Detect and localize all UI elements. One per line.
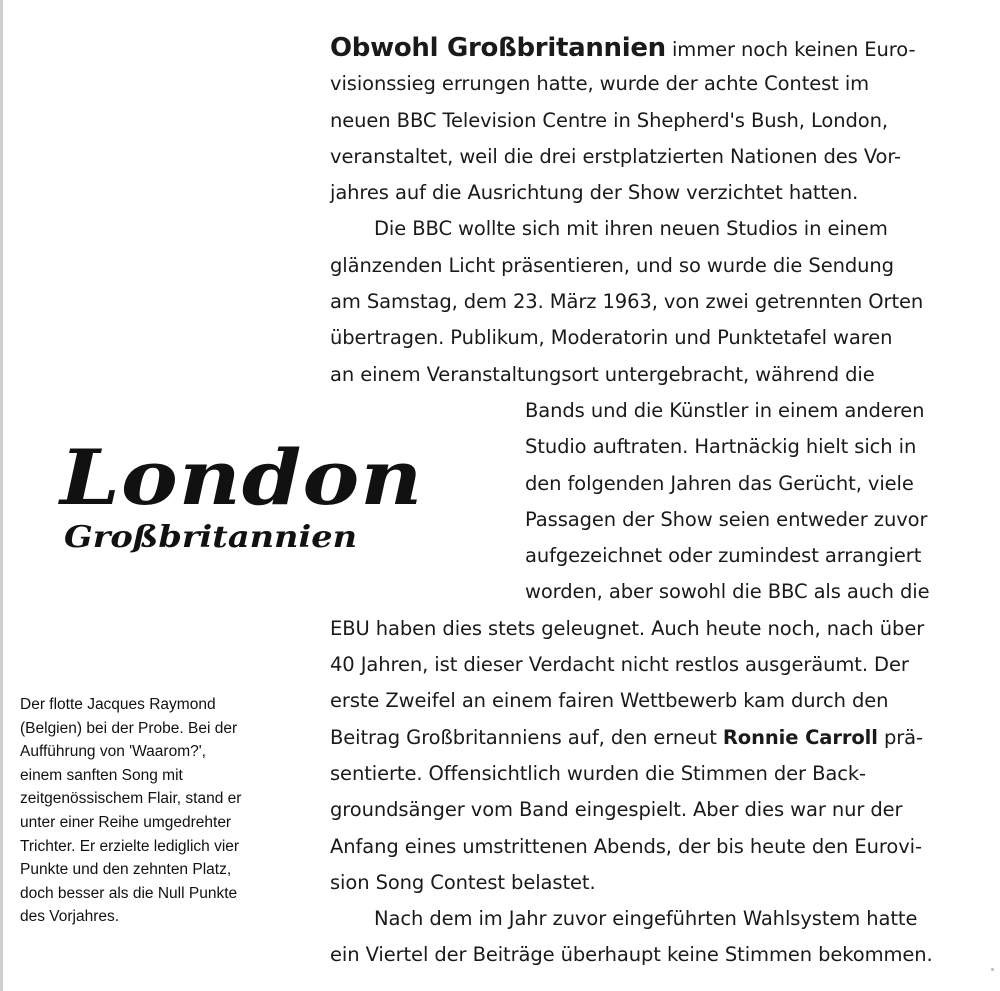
text-line: aufgezeichnet oder zumindest arrangiert — [525, 544, 922, 568]
caption-line: einem sanften Song mit — [20, 766, 183, 784]
paragraph-1 — [330, 30, 970, 211]
text-line: Bands und die Künstler in einem anderen — [525, 398, 925, 422]
text-line: Die BBC wollte sich mit ihren neuen Studios in einem — [374, 217, 888, 241]
caption-line: Trichter. Er erzielte lediglich vier — [20, 837, 240, 855]
caption-line: (Belgien) bei der Probe. Bei der — [20, 719, 238, 737]
caption-line: zeitgenössischem Flair, stand er — [20, 790, 242, 808]
scan-speck — [991, 968, 994, 971]
caption-line: des Vorjahres. — [20, 908, 120, 926]
page-title: London — [60, 433, 424, 522]
text-line: worden, aber sowohl die BBC als auch die — [525, 580, 930, 604]
text-line: veranstaltet, weil die drei erstplatzierten Nationen des Vor- — [330, 144, 901, 168]
text-line: Passagen der Show seien entweder zuvor — [525, 507, 928, 531]
text-line: sentierte. Offensichtlich wurden die Stimmen der Back- — [330, 761, 866, 785]
text-line: den folgenden Jahren das Gerücht, viele — [525, 471, 914, 495]
text-line: visionssieg errungen hatte, wurde der achte Contest im — [330, 72, 870, 96]
text-line: Beitrag Großbritanniens auf, den erneut Ronnie Carroll prä- — [330, 725, 923, 749]
caption-line: doch besser als die Null Punkte — [20, 884, 238, 902]
paragraph-3 — [330, 901, 970, 974]
lead-word: Obwohl Großbritannien — [330, 33, 666, 63]
text-line: neuen BBC Television Centre in Shepherd's Bush, London, — [330, 108, 888, 132]
text-line: Nach dem im Jahr zuvor eingeführten Wahlsystem hatte — [374, 907, 918, 931]
caption-line: Punkte und den zehnten Platz, — [20, 861, 232, 879]
page-subtitle: Großbritannien — [64, 520, 358, 555]
text-line: sion Song Contest belastet. — [330, 870, 596, 894]
text-line: EBU haben dies stets geleugnet. Auch heute noch, nach über — [330, 616, 925, 640]
paragraph-2 — [330, 211, 970, 901]
text-line: am Samstag, dem 23. März 1963, von zwei getrennten Orten — [330, 290, 924, 314]
text-line: Studio auftraten. Hartnäckig hielt sich in — [525, 435, 917, 459]
text-line: 40 Jahren, ist dieser Verdacht nicht restlos ausgeräumt. Der — [330, 653, 909, 677]
page-edge-rule — [0, 0, 3, 991]
section-heading — [60, 433, 424, 555]
text-line: erste Zweifel an einem fairen Wettbewerb kam durch den — [330, 689, 889, 713]
text-line: glänzenden Licht präsentieren, und so wurde die Sendung — [330, 253, 894, 277]
text-line: jahres auf die Ausrichtung der Show verzichtet hatten. — [330, 181, 859, 205]
photo-caption — [20, 693, 310, 929]
artist-name: Ronnie Carroll — [722, 725, 878, 749]
text-line: übertragen. Publikum, Moderatorin und Punktetafel waren — [330, 326, 893, 350]
text-line: Anfang eines umstrittenen Abends, der bis heute den Eurovi- — [330, 834, 922, 858]
text-line: Obwohl Großbritannien immer noch keinen Euro- — [330, 33, 916, 63]
text-line: groundsänger vom Band eingespielt. Aber dies war nur der — [330, 798, 903, 822]
caption-line: Der flotte Jacques Raymond — [20, 696, 216, 713]
text-line: ein Viertel der Beiträge überhaupt keine Stimmen bekommen. — [330, 943, 933, 967]
text-line: an einem Veranstaltungsort untergebracht, während die — [330, 362, 875, 386]
caption-line: Aufführung von 'Waarom?', — [20, 743, 206, 761]
caption-line: unter einer Reihe umgedrehter — [20, 813, 232, 831]
